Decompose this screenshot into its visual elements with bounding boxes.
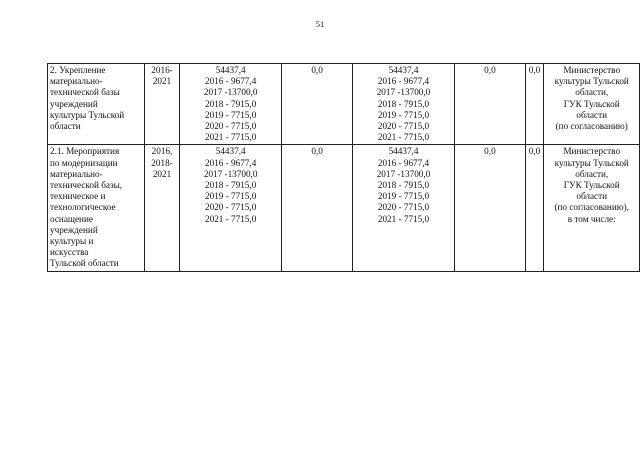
activity-name-cell-line: технологическое (50, 202, 116, 213)
federal-budget-cell: 0,0 (282, 145, 352, 271)
total-funding-cell-line: 2021 - 7715,0 (205, 213, 257, 224)
table-row (48, 64, 640, 145)
activity-name-cell-line: материально- (50, 168, 103, 179)
total-funding-cell-line: 2017 -13700,0 (203, 87, 258, 98)
activity-name-cell (48, 145, 145, 271)
regional-budget-cell-line: 2016 - 9677,4 (377, 157, 430, 168)
executors-cell (544, 145, 640, 271)
activity-name-cell-line: 2. Укрепление (50, 65, 106, 75)
years-cell (145, 64, 180, 145)
regional-budget-cell (352, 64, 455, 145)
municipal-budget-cell: 0,0 (455, 145, 525, 271)
activity-name-cell-line: культуры и (50, 236, 94, 247)
program-activities-table (47, 63, 640, 272)
years-cell (145, 145, 180, 271)
regional-budget-cell (352, 145, 455, 271)
total-funding-cell-line: 2019 - 7715,0 (205, 109, 257, 120)
executors-cell-line: Министерство (563, 65, 621, 75)
extra-budget-cell: 0,0 (525, 64, 544, 145)
executors-cell-line: (по согласованию) (555, 121, 628, 132)
years-cell-line: 2021 (152, 168, 172, 179)
total-funding-cell-line: 2019 - 7715,0 (205, 191, 257, 202)
activity-name-cell-line: технической базы, (50, 180, 123, 191)
table-body (48, 64, 640, 272)
executors-cell-line: области, (575, 168, 609, 179)
years-cell-line: 2021 (152, 76, 172, 87)
regional-budget-cell-line: 2017 -13700,0 (376, 87, 431, 98)
regional-budget-cell-line: 2019 - 7715,0 (377, 109, 430, 120)
activity-name-cell-line: 2.1. Мероприятия (50, 146, 120, 157)
activity-name-cell-line: оснащение (50, 213, 93, 224)
executors-cell-line: культуры Тульской (554, 76, 629, 87)
activity-name-cell (48, 64, 145, 145)
page-number: 51 (315, 19, 325, 29)
total-funding-cell-line: 2020 - 7715,0 (205, 202, 257, 213)
regional-budget-cell-line: 54437,4 (388, 65, 419, 75)
activity-name-cell-line: искусства (50, 247, 89, 258)
regional-budget-cell-line: 2021 - 7715,0 (377, 132, 430, 143)
activity-name-cell-line: области (50, 121, 81, 132)
executors-cell-line: области (576, 191, 608, 202)
executors-cell-line: ГУК Тульской (563, 180, 620, 191)
total-funding-cell (179, 145, 282, 271)
activity-name-cell-line: учреждений (50, 224, 98, 235)
total-funding-cell-line: 54437,4 (215, 65, 246, 75)
years-cell-line: 2016- (151, 65, 173, 75)
regional-budget-cell-line: 2019 - 7715,0 (377, 191, 430, 202)
total-funding-cell-line: 2017 -13700,0 (203, 168, 258, 179)
activity-name-cell-line: технической базы (50, 87, 120, 98)
total-funding-cell-line: 2020 - 7715,0 (205, 121, 257, 132)
activity-name-cell-line: культуры Тульской (50, 109, 125, 120)
executors-cell-line: культуры Тульской (554, 157, 629, 168)
municipal-budget-cell: 0,0 (455, 64, 525, 145)
regional-budget-cell-line: 2018 - 7915,0 (377, 180, 430, 191)
extra-budget-cell: 0,0 (525, 145, 544, 271)
total-funding-cell-line: 54437,4 (215, 146, 246, 157)
years-cell-line: 2018- (151, 157, 173, 168)
total-funding-cell-line: 2016 - 9677,4 (205, 76, 257, 87)
total-funding-cell-line: 2021 - 7715,0 (205, 132, 257, 143)
total-funding-cell-line: 2018 - 7915,0 (205, 180, 257, 191)
activity-name-cell-line: техническое и (50, 191, 106, 202)
regional-budget-cell-line: 2020 - 7715,0 (377, 121, 430, 132)
regional-budget-cell-line: 2021 - 7715,0 (377, 213, 430, 224)
regional-budget-cell-line: 2017 -13700,0 (376, 168, 431, 179)
executors-cell-line: области (576, 109, 608, 120)
activity-name-cell-line: по модернизации (50, 157, 118, 168)
table-row (48, 145, 640, 271)
activity-name-cell-line: учреждений (50, 98, 98, 109)
regional-budget-cell-line: 2020 - 7715,0 (377, 202, 430, 213)
total-funding-cell-line: 2018 - 7915,0 (205, 98, 257, 109)
executors-cell (544, 64, 640, 145)
federal-budget-cell: 0,0 (282, 64, 352, 145)
executors-cell-line: Министерство (563, 146, 621, 157)
activity-name-cell-line: Тульской области (50, 258, 119, 269)
total-funding-cell (179, 64, 282, 145)
years-cell-line: 2016, (151, 146, 173, 157)
total-funding-cell-line: 2016 - 9677,4 (205, 157, 257, 168)
executors-cell-line: (по согласованию), (554, 202, 629, 213)
executors-cell-line: в том числе: (567, 213, 616, 224)
regional-budget-cell-line: 2016 - 9677,4 (377, 76, 430, 87)
regional-budget-cell-line: 54437,4 (388, 146, 419, 157)
executors-cell-line: ГУК Тульской (563, 98, 620, 109)
executors-cell-line: области, (575, 87, 609, 98)
activity-name-cell-line: материально- (50, 76, 103, 87)
regional-budget-cell-line: 2018 - 7915,0 (377, 98, 430, 109)
